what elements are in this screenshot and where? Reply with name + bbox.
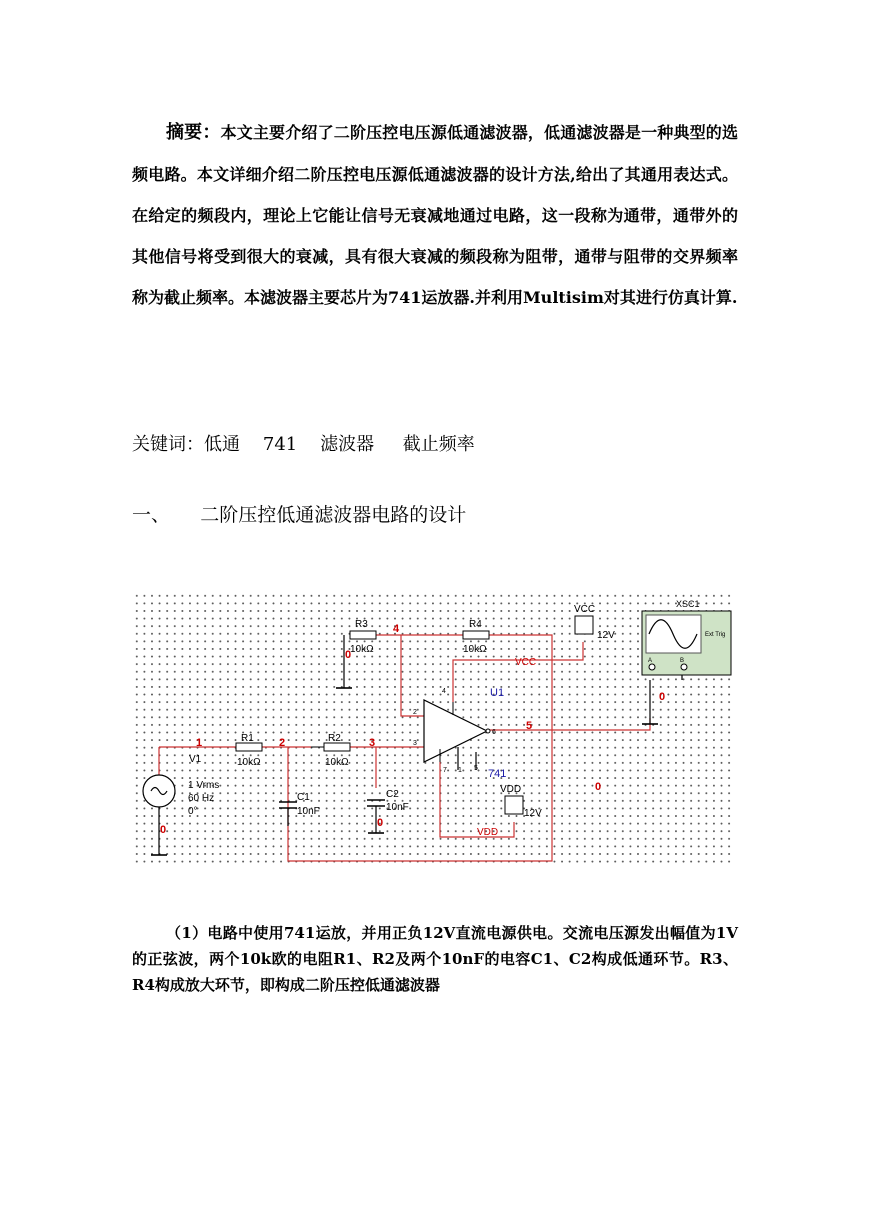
- node-3: 3: [369, 737, 376, 749]
- net-vcc: VCC: [515, 657, 537, 668]
- scope-ch-b: B: [680, 658, 685, 664]
- section-heading: [132, 500, 466, 527]
- section-number: 一、: [132, 504, 171, 526]
- r1-name: R1: [241, 733, 254, 744]
- abstract-paragraph: [132, 112, 738, 318]
- keyword-1: 低通: [204, 434, 240, 455]
- pin-7: 7: [443, 767, 447, 774]
- pin-5: 5: [474, 765, 478, 772]
- opamp-741: [424, 700, 490, 762]
- abstract-text: 本文主要介绍了二阶压控电压源低通滤波器，低通滤波器是一种典型的选频电路。本文详细介绍二阶压控电压源低通滤波器的设计方法,给出了其通用表达式。在给定的频段内，理论上它能让信号无衰减地通过电路，这一段称为通带，通带外的其他信号将受到很大的衰减，具有很大衰减的频段称为阻带，通带与阻带的交界频率称为截止频率。本滤波器主要芯片为741运放器.并利用Multisim对其进行仿真计算.: [132, 123, 738, 307]
- r4-value: 10kΩ: [463, 644, 487, 655]
- node-2: 2: [279, 737, 286, 749]
- c1-value: 10nF: [297, 806, 320, 817]
- vdd-name: VDD: [500, 784, 522, 795]
- c2-value: 10nF: [386, 802, 409, 813]
- wires: [159, 635, 653, 861]
- keyword-4: 截止频率: [402, 434, 475, 455]
- vcc-box: [575, 616, 593, 634]
- r1-body: [236, 743, 262, 751]
- r4-body: [463, 631, 489, 639]
- v1-name: V1: [189, 754, 202, 765]
- circuit-svg: [131, 590, 734, 868]
- capacitors: [279, 800, 385, 808]
- node-1: 1: [196, 737, 203, 749]
- ground-symbols: [151, 688, 658, 855]
- vcc-value: 12V: [597, 630, 615, 641]
- keywords-line: [132, 430, 475, 456]
- abstract-label: 摘要：: [166, 122, 221, 143]
- node-gnd-r3: 0: [345, 649, 352, 661]
- oscilloscope: [642, 611, 731, 675]
- r4-name: R4: [469, 619, 482, 630]
- v1-phase: 0°: [188, 806, 198, 817]
- node-gnd-free: 0: [595, 781, 602, 793]
- abstract-lead: [132, 123, 221, 143]
- r3-name: R3: [355, 619, 368, 630]
- keywords-label: 关键词：: [132, 434, 204, 455]
- node-gnd-source: 0: [160, 824, 167, 836]
- scope-ch-a: A: [648, 658, 653, 664]
- vdd-box: [505, 796, 523, 814]
- node-5: 5: [526, 720, 533, 732]
- node-4: 4: [393, 623, 400, 635]
- r3-value: 10kΩ: [350, 644, 374, 655]
- r3-body: [350, 631, 376, 639]
- c2-name: C2: [386, 789, 399, 800]
- r1-value: 10kΩ: [237, 757, 261, 768]
- c1-name: C1: [297, 792, 310, 803]
- keyword-3: 滤波器: [320, 434, 375, 455]
- u1-part: 741: [488, 768, 507, 780]
- vdd-value: 12V: [524, 808, 542, 819]
- pin-2: 2: [413, 709, 417, 716]
- scope-ext-trig: Ext Trig: [705, 632, 726, 638]
- v1-frequency: 60 Hz: [188, 793, 215, 804]
- r2-body: [324, 743, 350, 751]
- node-gnd-scope: 0: [659, 691, 666, 703]
- u1-name: U1: [490, 687, 505, 699]
- pin-6: 6: [492, 729, 496, 736]
- keyword-2: 741: [262, 434, 298, 455]
- node-gnd-c2: 0: [377, 817, 384, 829]
- pin-3: 3: [413, 740, 417, 747]
- pin-1: 1: [458, 767, 462, 774]
- description-text: （1）电路中使用741运放，并用正负12V直流电源供电。交流电压源发出幅值为1V的正弦波，两个10k欧的电阻R1、R2及两个10nF的电容C1、C2构成低通环节。R3、R4构成放大环节，即构成二阶压控低通滤波器: [132, 924, 738, 994]
- pin-4: 4: [442, 688, 446, 695]
- description-paragraph: [132, 920, 738, 998]
- vcc-name: VCC: [574, 604, 596, 615]
- circuit-schematic: [131, 590, 734, 868]
- v1-amplitude: 1 Vrms: [188, 780, 220, 791]
- r2-value: 10kΩ: [325, 757, 349, 768]
- r2-name: R2: [328, 733, 341, 744]
- ac-source-symbol: [143, 775, 175, 807]
- section-title: 二阶压控低通滤波器电路的设计: [200, 504, 467, 526]
- scope-name: XSC1: [676, 599, 700, 609]
- net-vdd: VDD: [477, 827, 499, 838]
